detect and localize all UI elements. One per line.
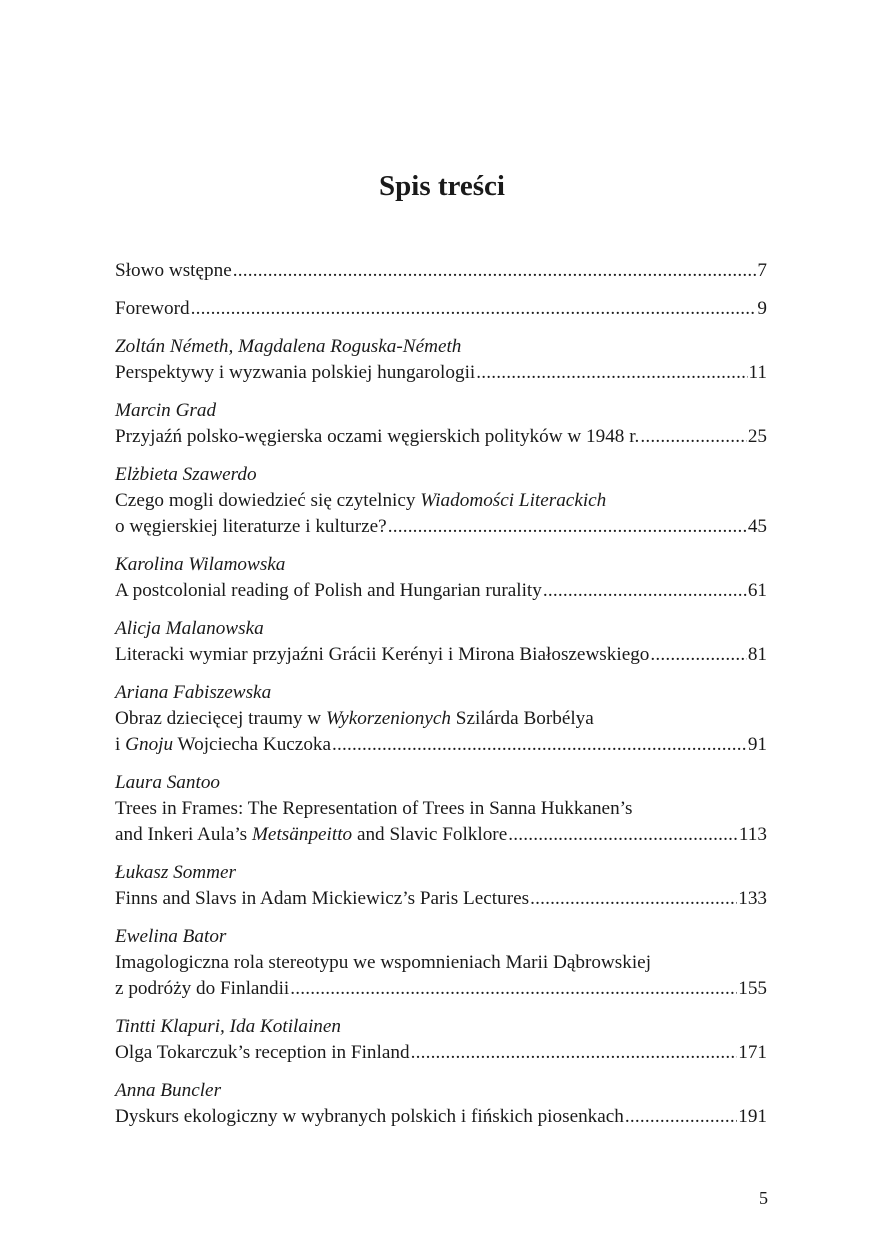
title-text: Finns and Slavs in Adam Mickiewicz’s Paris Lectures <box>115 888 530 909</box>
toc-entry <box>115 616 767 668</box>
entry-title <box>115 1040 410 1066</box>
entry-page-number: 61 <box>747 580 767 601</box>
entry-author: Łukasz Sommer <box>115 862 236 883</box>
dot-leader <box>388 514 747 540</box>
dot-leader <box>543 578 747 604</box>
dot-leader <box>625 1104 737 1130</box>
entry-title-row <box>115 514 767 540</box>
title-text: z podróży do Finlandii <box>115 978 290 999</box>
entry-page-number: 191 <box>738 1106 767 1127</box>
entry-page-number: 171 <box>738 1042 767 1063</box>
entry-title-row <box>115 296 767 322</box>
dot-leader <box>332 732 747 758</box>
entry-page-number: 91 <box>747 734 767 755</box>
dot-leader <box>191 296 757 322</box>
entry-author: Laura Santoo <box>115 772 221 793</box>
title-italic-text: Wykorzenionych <box>325 708 451 729</box>
title-text: Olga Tokarczuk’s reception in Finland <box>115 1042 410 1063</box>
title-text: and Slavic Folklore <box>352 824 508 845</box>
entry-page-number: 11 <box>748 362 767 383</box>
entry-author: Ewelina Bator <box>115 926 227 947</box>
entry-author: Alicja Malanowska <box>115 618 264 639</box>
toc-entry <box>115 1014 767 1066</box>
title-text: Czego mogli dowiedzieć się czytelnicy <box>115 490 421 511</box>
title-italic-text: Wiadomości Literackich <box>420 490 607 511</box>
title-text: Trees in Frames: The Representation of Trees in Sanna Hukkanen’s <box>115 798 633 819</box>
title-text: o węgierskiej literaturze i kulturze? <box>115 516 387 537</box>
entry-author: Tintti Klapuri, Ida Kotilainen <box>115 1016 342 1037</box>
dot-leader <box>233 258 757 284</box>
entry-title <box>115 424 639 450</box>
entry-title <box>115 258 232 284</box>
entry-title-row <box>115 424 767 450</box>
entry-title-first-line <box>115 796 767 822</box>
title-text: Dyskurs ekologiczny w wybranych polskich i fińskich piosenkach <box>115 1106 624 1127</box>
entry-author: Elżbieta Szawerdo <box>115 464 257 485</box>
title-italic-text: Gnoju <box>125 734 174 755</box>
toc-entry <box>115 680 767 758</box>
entry-page-number: 113 <box>738 824 767 845</box>
entry-author: Karolina Wilamowska <box>115 554 286 575</box>
entry-title <box>115 822 507 848</box>
entry-page-number: 81 <box>747 644 767 665</box>
entry-title <box>115 514 387 540</box>
entry-title <box>115 642 649 668</box>
entry-title <box>115 578 542 604</box>
title-text: Obraz dziecięcej traumy w <box>115 708 326 729</box>
title-text: Słowo wstępne <box>115 260 232 281</box>
entry-page-number: 7 <box>757 260 767 281</box>
entry-author: Marcin Grad <box>115 400 217 421</box>
title-text: and Inkeri Aula’s <box>115 824 252 845</box>
entry-author: Ariana Fabiszewska <box>115 682 272 703</box>
title-text: Wojciecha Kuczoka <box>173 734 332 755</box>
title-text: i <box>115 734 126 755</box>
entry-page-number: 133 <box>738 888 767 909</box>
toc-entry <box>115 296 767 322</box>
toc-entry <box>115 462 767 540</box>
title-text: Przyjaźń polsko-węgierska oczami węgierskich polityków w 1948 r. <box>115 426 640 447</box>
entry-title-first-line <box>115 706 767 732</box>
title-text: A postcolonial reading of Polish and Hungarian rurality <box>115 580 542 601</box>
dot-leader <box>650 642 746 668</box>
entry-title-row <box>115 1040 767 1066</box>
entry-title-row <box>115 822 767 848</box>
entry-page-number: 25 <box>747 426 767 447</box>
title-text: Literacki wymiar przyjaźni Grácii Kerényi i Mirona Białoszewskiego <box>115 644 650 665</box>
entry-author: Zoltán Németh, Magdalena Roguska-Németh <box>115 336 462 357</box>
page-title: Spis treści <box>379 170 505 202</box>
dot-leader <box>476 360 747 386</box>
entry-title-row <box>115 1104 767 1130</box>
title-text: Imagologiczna rola stereotypu we wspomnieniach Marii Dąbrowskiej <box>115 952 652 973</box>
entry-title-row <box>115 360 767 386</box>
toc-entry <box>115 924 767 1002</box>
title-text: Foreword <box>115 298 190 319</box>
toc-entry <box>115 552 767 604</box>
title-text: Perspektywy i wyzwania polskiej hungarologii <box>115 362 476 383</box>
entry-page-number: 9 <box>757 298 767 319</box>
entry-title-row <box>115 258 767 284</box>
dot-leader <box>640 424 746 450</box>
title-text: Szilárda Borbélya <box>451 708 594 729</box>
entry-title-row <box>115 886 767 912</box>
entry-author: Anna Buncler <box>115 1080 222 1101</box>
entry-title-first-line <box>115 950 767 976</box>
entry-title-row <box>115 578 767 604</box>
entry-page-number: 45 <box>747 516 767 537</box>
toc-entry <box>115 398 767 450</box>
entry-page-number: 155 <box>738 978 767 999</box>
dot-leader <box>508 822 738 848</box>
table-of-contents <box>115 258 767 1142</box>
entry-title <box>115 976 289 1002</box>
entry-title <box>115 886 529 912</box>
dot-leader <box>530 886 737 912</box>
entry-title <box>115 1104 624 1130</box>
entry-title <box>115 296 190 322</box>
entry-title <box>115 360 475 386</box>
entry-title-row <box>115 642 767 668</box>
entry-title-row <box>115 976 767 1002</box>
entry-title <box>115 732 331 758</box>
entry-title-row <box>115 732 767 758</box>
page-number: 5 <box>759 1188 768 1208</box>
entry-title-first-line <box>115 488 767 514</box>
toc-entry <box>115 770 767 848</box>
toc-entry <box>115 1078 767 1130</box>
dot-leader <box>411 1040 738 1066</box>
dot-leader <box>290 976 737 1002</box>
toc-entry <box>115 334 767 386</box>
toc-entry <box>115 860 767 912</box>
title-italic-text: Metsänpeitto <box>251 824 353 845</box>
toc-entry <box>115 258 767 284</box>
